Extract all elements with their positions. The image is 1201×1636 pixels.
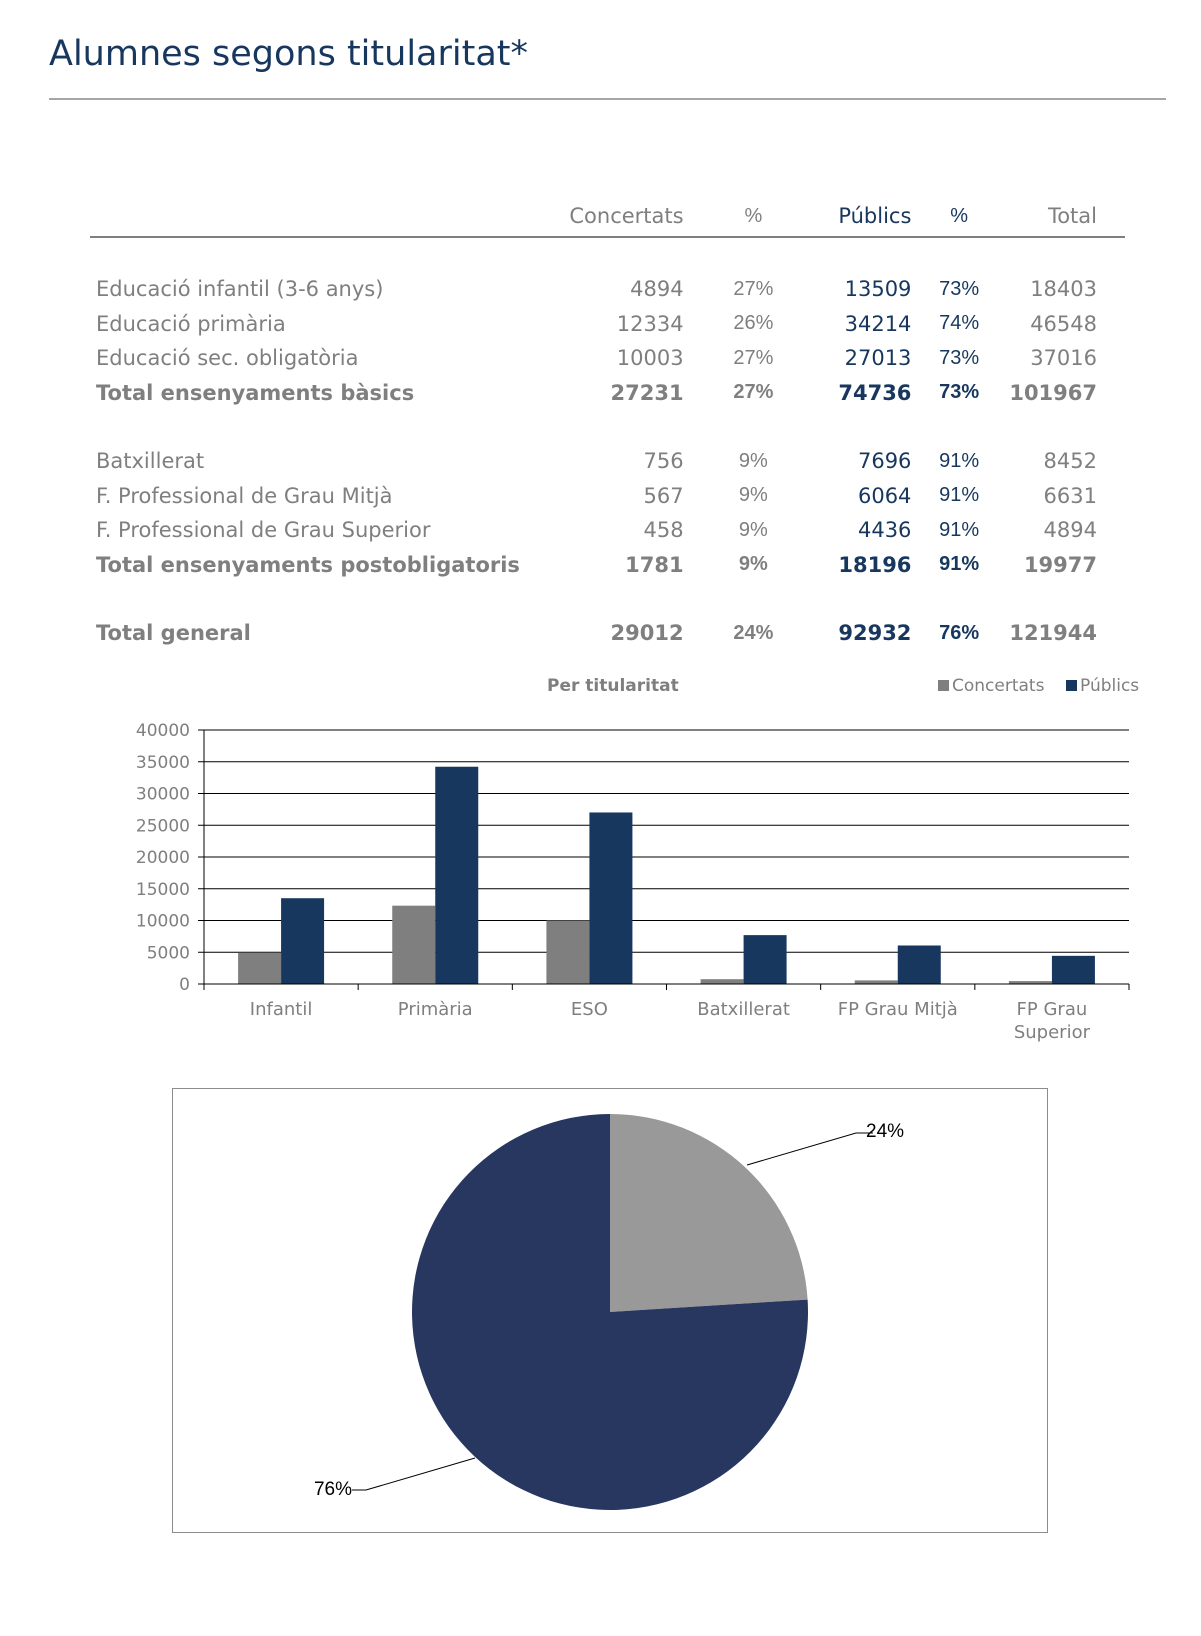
legend-swatch-concertats — [938, 680, 949, 691]
y-tick-label: 35000 — [135, 752, 190, 773]
cell-publics: 13509 — [844, 277, 912, 302]
cell-concertats: 1781 — [625, 552, 684, 577]
row-label: Educació infantil (3-6 anys) — [96, 277, 384, 302]
bar-chart — [0, 700, 1201, 1050]
cell-pct-publics: 91% — [939, 553, 980, 576]
cell-total: 37016 — [1030, 346, 1097, 371]
cell-concertats: 756 — [643, 449, 684, 474]
legend-swatch-publics — [1066, 680, 1077, 691]
row-label: Total ensenyaments bàsics — [96, 380, 415, 405]
cell-pct-publics: 74% — [939, 312, 980, 335]
table-row — [90, 616, 1125, 651]
y-tick-label: 10000 — [135, 911, 190, 932]
cell-pct-concertats: 9% — [738, 553, 768, 576]
table-header-row — [90, 204, 1125, 237]
cell-concertats: 458 — [643, 518, 684, 543]
table-spacer — [90, 410, 1125, 444]
legend-concertats — [938, 676, 1044, 696]
x-tick-label: Batxillerat — [697, 999, 790, 1020]
cell-pct-concertats: 9% — [738, 484, 768, 507]
title-divider — [49, 98, 1166, 100]
x-tick-label: Infantil — [249, 999, 313, 1020]
cell-pct-publics: 76% — [939, 621, 980, 644]
cell-pct-concertats: 24% — [733, 621, 774, 644]
cell-publics: 27013 — [844, 346, 912, 371]
cell-pct-concertats: 27% — [733, 346, 774, 369]
bar-concertats — [546, 920, 589, 984]
cell-publics: 4436 — [857, 518, 912, 543]
table-row — [90, 341, 1125, 376]
y-tick-label: 30000 — [135, 784, 190, 805]
y-tick-label: 40000 — [135, 721, 190, 741]
cell-concertats: 12334 — [616, 311, 684, 336]
y-tick-label: 20000 — [135, 848, 190, 868]
cell-publics: 7696 — [857, 449, 912, 474]
cell-pct-publics: 91% — [939, 518, 980, 541]
cell-total: 46548 — [1030, 311, 1097, 336]
cell-pct-publics: 91% — [939, 484, 980, 507]
column-header-total: Total — [1001, 204, 1125, 237]
row-label: F. Professional de Grau Mitjà — [96, 483, 393, 508]
x-tick-label: FP Grau Mitjà — [837, 999, 958, 1020]
table-row — [90, 479, 1125, 514]
row-label: Total general — [96, 621, 251, 646]
cell-pct-publics: 73% — [939, 346, 980, 369]
legend-publics — [1066, 676, 1139, 696]
cell-pct-concertats: 9% — [738, 449, 768, 472]
cell-concertats: 10003 — [616, 346, 684, 371]
table-spacer — [90, 582, 1125, 616]
row-label: Educació sec. obligatòria — [96, 346, 359, 371]
table-row — [90, 513, 1125, 548]
cell-concertats: 29012 — [610, 621, 684, 646]
cell-concertats: 4894 — [630, 277, 684, 302]
table-row — [90, 444, 1125, 479]
y-tick-label: 15000 — [135, 879, 190, 900]
row-label: F. Professional de Grau Superior — [96, 518, 431, 543]
pie-label: 76% — [313, 1479, 352, 1500]
page-title: Alumnes segons titularitat* — [49, 34, 528, 74]
bar-publics — [898, 945, 941, 984]
cell-pct-publics: 73% — [939, 277, 980, 300]
bar-publics — [281, 898, 324, 984]
cell-total: 4894 — [1043, 518, 1097, 543]
cell-pct-publics: 91% — [939, 449, 980, 472]
pie-chart-frame — [172, 1088, 1048, 1533]
students-table — [90, 204, 1125, 651]
cell-total: 101967 — [1009, 380, 1097, 405]
table-row — [90, 548, 1125, 583]
bar-publics — [744, 935, 787, 984]
bar-publics — [435, 767, 478, 984]
header-empty — [90, 204, 538, 237]
cell-publics: 18196 — [838, 552, 912, 577]
x-tick-label: ESO — [570, 999, 608, 1020]
cell-publics: 34214 — [844, 311, 912, 336]
cell-total: 19977 — [1023, 552, 1097, 577]
cell-publics: 74736 — [838, 380, 912, 405]
cell-total: 18403 — [1030, 277, 1097, 302]
cell-publics: 92932 — [838, 621, 912, 646]
cell-total: 8452 — [1043, 449, 1097, 474]
bar-publics — [1052, 956, 1095, 984]
x-tick-label: FP Grau — [1016, 999, 1088, 1020]
bar-chart-title: Per titularitat — [547, 676, 679, 696]
bar-concertats — [701, 979, 744, 984]
cell-pct-concertats: 26% — [733, 312, 774, 335]
legend-label-publics: Públics — [1080, 676, 1140, 696]
cell-publics: 6064 — [857, 483, 912, 508]
cell-total: 121944 — [1009, 621, 1097, 646]
pie-label: 24% — [866, 1121, 905, 1142]
table-row — [90, 376, 1125, 411]
y-tick-label: 0 — [179, 975, 190, 995]
bar-concertats — [392, 906, 435, 984]
column-header-publics: Públics — [795, 204, 917, 237]
cell-pct-concertats: 9% — [738, 518, 768, 541]
row-label: Educació primària — [96, 311, 286, 336]
cell-concertats: 27231 — [610, 380, 684, 405]
cell-pct-concertats: 27% — [733, 381, 774, 404]
cell-concertats: 567 — [643, 483, 684, 508]
legend-label-concertats: Concertats — [952, 676, 1045, 696]
cell-pct-publics: 73% — [939, 381, 980, 404]
cell-pct-concertats: 27% — [733, 277, 774, 300]
table-spacer — [90, 237, 1125, 272]
table-row — [90, 307, 1125, 342]
column-header-concertats: Concertats — [538, 204, 711, 237]
row-label: Batxillerat — [96, 449, 205, 474]
y-tick-label: 5000 — [146, 943, 190, 964]
row-label: Total ensenyaments postobligatoris — [96, 552, 520, 577]
column-header-pct-concertats: % — [712, 204, 796, 237]
column-header-pct-publics: % — [917, 204, 1001, 237]
bar-concertats — [855, 980, 898, 984]
bar-publics — [589, 812, 632, 984]
x-tick-label: Superior — [1013, 1022, 1090, 1043]
cell-total: 6631 — [1043, 483, 1097, 508]
y-tick-label: 25000 — [135, 816, 190, 837]
bar-concertats — [238, 953, 281, 984]
x-tick-label: Primària — [397, 999, 473, 1020]
table-row — [90, 272, 1125, 307]
